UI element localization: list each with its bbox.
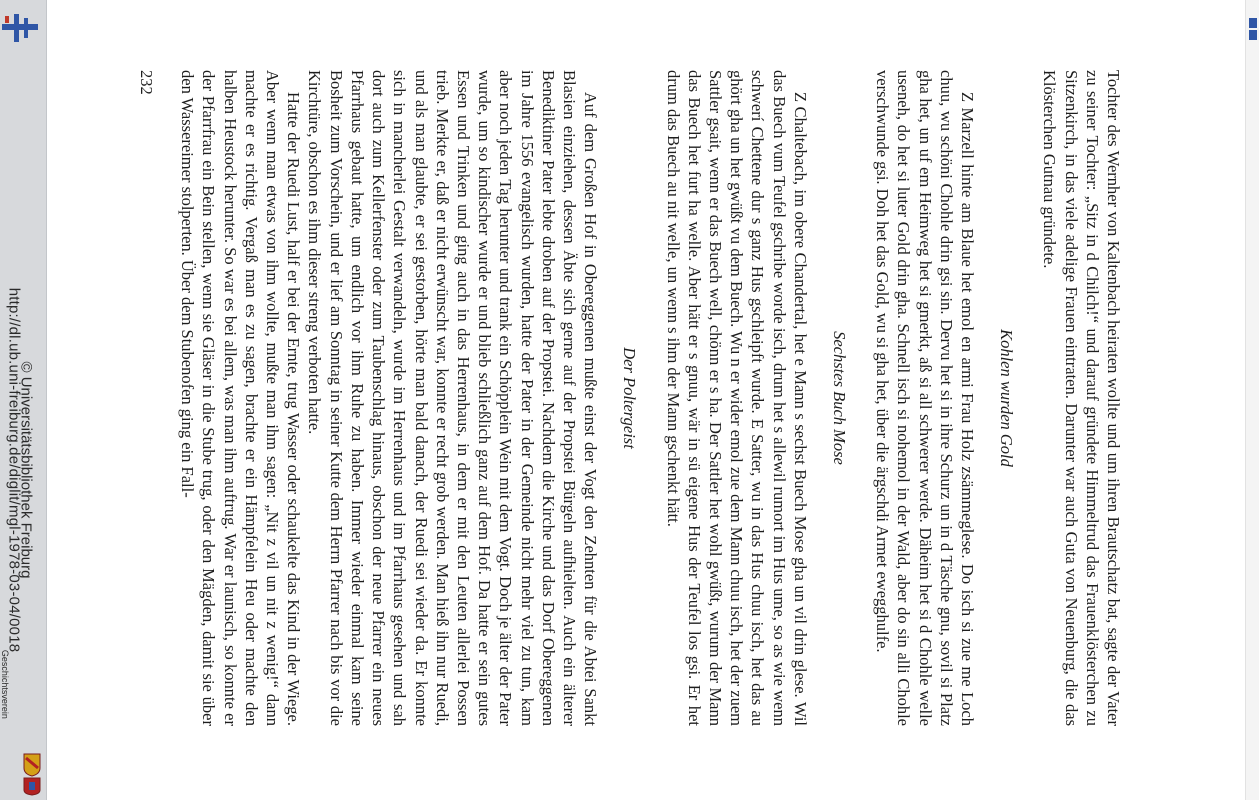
coat-of-arms-icon xyxy=(22,752,42,796)
association-credit xyxy=(0,650,10,730)
paragraph-poltergeist-1: Auf dem Großen Hof in Obereggenen mußte einst der Vogt den Zehnten für die Abtei Sankt Blasien einziehen, dessen Äbte sich gerne auf der Propstei Bürgeln aufhielten. Auch ein älterer Benediktiner Pater lebte droben auf der Propstei. Nachdem die Kirche und das Dorf Obereggenen im Jahre 1556 evangelisch wurden, hatte der Pater in der Gemeinde nicht mehr viel zu tun, kam aber noch jeden Tag herunter und trank ein Schöpplein Wein mit dem Vogt. Doch je älter der Pater wurde, um so kindischer wurde er und blieb schließlich ganz auf dem Hof. Da hatte er sein gutes Essen und Trinken und ging auch in das Herrenhaus, in dem er mit den Leuten allerlei Possen trieb. Merkte er, daß er nicht erwünscht war, konnte er recht grob werden. Man hieß ihn nur Ruedi, und als man glaubte, er sei gestorben, hörte man bald danach, der Ruedi sei wieder da. Er konnte sich in mancherlei Gestalt verwandeln, wurde im Herrenhaus und im Pfarrhaus gesehen und sah dort auch zum Kellerfenster oder zum Taubenschlag hinaus, obschon der neue Pfarrer ein neues Pfarrhaus gebaut hatte, um endlich vor ihm Ruhe zu haben. Immer wieder einmal kam seine Bosheit zum Vorschein, und er lief am Sonntag in seiner Kutte dem Herrn Pfarrer nach bis vor die Kirchtüre, obschon es ihm dieser streng verboten hatte. xyxy=(305,70,601,726)
section-title-poltergeist: Der Poltergeist xyxy=(620,347,640,449)
edge-marker-icon xyxy=(1249,18,1257,40)
scanned-book-page xyxy=(122,10,1182,790)
source-url[interactable]: http://dl.ub.uni-freiburg.de/diglit/mgl-1978-03-04/0018 xyxy=(5,287,23,653)
viewer-left-margin xyxy=(0,0,47,800)
paragraph-sechstes-buch: Z Chaltebach, im obere Chandertal, het e Mann s sechst Buech Mose gha un vil drin glese. Wil das Buech vum Teufel gschribe worde isch, drum het s allewil rumort im Hus ume, so as wie wenn schwerí Chettene dur s ganz Hus gschleipft wurde. E Satter, wu in das Hus chuu isch, het das au ghört gha un het gwüßt vu dem Buech. Wu n er wider emol zue dem Mann chuu isch, het der zuem Sattler gsait, wenn er das Buech well, chönn er s ha. Der Sattler het wohl gwüßt, wurum der Mann das Buech het furt ha welle. Aber hätt er s gnuu, wär in sü eigene Hus der Teufel los gsi. Er het drum das Buech au nit welle, un wenn s ihm der Mann gschenkt hätt. xyxy=(663,70,810,726)
paragraph-poltergeist-2: Hatte der Ruedi Lust, half er bei der Ernte, trug Wasser oder schaukelte das Kind in der Wiege. Aber wenn man etwas von ihm wollte, mußte man ihm sagen: „Nit z vil un nit z wenig!“ dann machte er es richtig. Vergaß man es zu sagen, brachte er ein Hämpfelein Heu oder machte den halben Heustock herunter. So war es bei allem, was man ihm auftrug. War er launisch, so konnte er der Pfarrfrau ein Bein stellen, wenn sie Gläser in die Stube trug, oder den Mägden, damit sie über den Wassereimer stolperten. Über dem Stubenofen ging ein Fall- xyxy=(178,70,304,726)
intro-paragraph: Tochter des Wernher von Kaltenbach heiraten wollte und um ihren Brautschatz bat, sagte der Vater zu seiner Tochter: „Sitz in d Chilch!“ und darauf gründete Himmeltrud das Frauenklösterchen zu Sitzenkirch, in das viele adelige Frauen eintraten. Darunter war auch Guta von Neuenburg, die das Klösterchen Gutnau gründete. xyxy=(1040,70,1123,726)
paragraph-kohlen: Z Marzell hinte am Blaue het emol en armi Frau Holz zsämmeglese. Do isch si zue me Loch chuu, wu schöni Chohle drin gsi sin. Dervu het si in ihre Schurz un in d Täsche gnu, sovil si Platz gha het, un uf em Heimweg het si gmerkt, aß si all schwerer werde. Däheim het si d Chohle welle useneh, do het si luter Gold drin gha. Schnell isch si nohemol in der Wald, aber do sin alli Chohle verschwunde gsi. Doh het das Gold, wu si gha het, über die ärgschdi Armet ewegghulfe. xyxy=(873,70,977,726)
page-number: 232 xyxy=(137,70,157,95)
section-title-kohlen: Kohlen wurden Gold xyxy=(997,329,1017,467)
copyright-notice: © Universitätsbibliothek Freiburg xyxy=(17,361,35,579)
association-line: Geschichtsverein xyxy=(0,649,10,719)
viewer-right-margin xyxy=(1245,0,1259,800)
ub-freiburg-logo-icon xyxy=(2,14,38,42)
section-title-sechstes-buch: Sechstes Buch Mose xyxy=(829,331,849,465)
